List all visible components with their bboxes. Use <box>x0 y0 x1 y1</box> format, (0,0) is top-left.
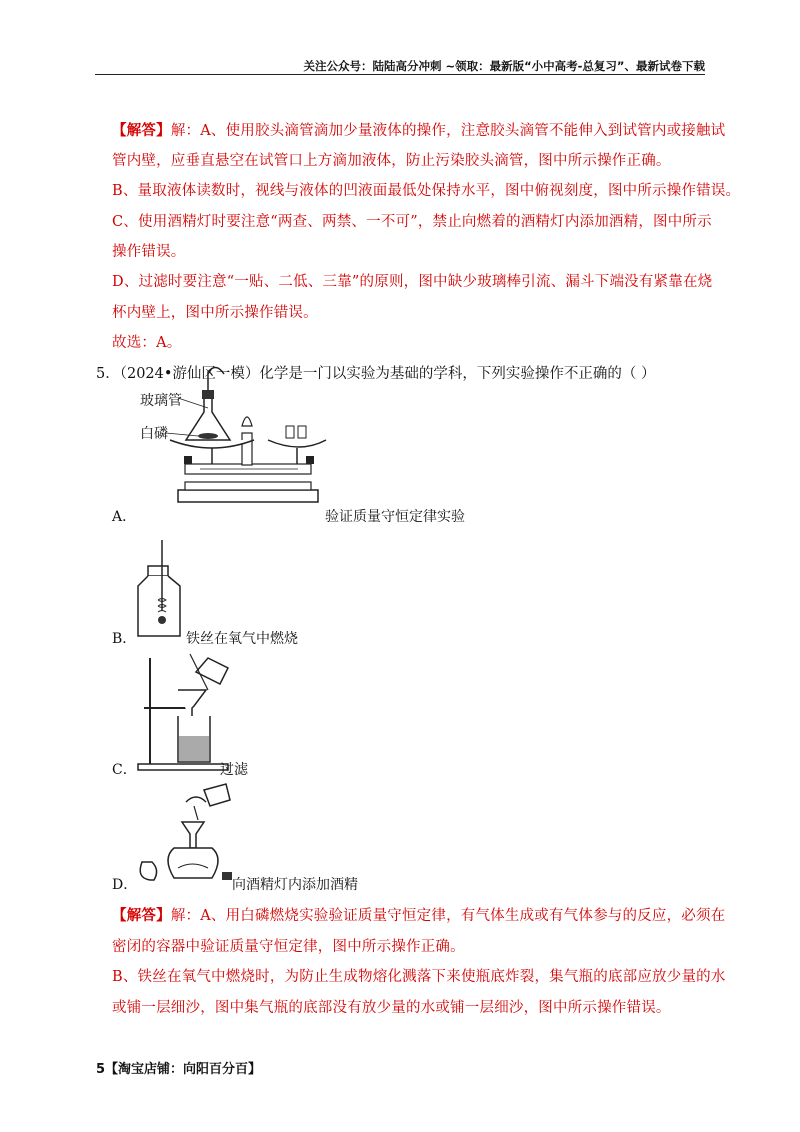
answer1-line-7: 杯内壁上，图中所示操作错误。 <box>112 305 318 321</box>
answer2-line-3: B、铁丝在氧气中燃烧时，为防止生成物熔化溅落下来使瓶底炸裂，集气瓶的底部应放少量的水 <box>112 969 726 985</box>
page-header: 关注公众号：陆陆高分冲刺 ~领取：最新版“小中高考-总复习”、最新试卷下载 <box>95 58 705 75</box>
option-c-caption: 过滤 <box>220 762 248 778</box>
label-glass-tube: 玻璃管 <box>140 393 182 409</box>
answer1-line-3: B、量取液体读数时，视线与液体的凹液面最低处保持水平，图中俯视刻度，图中所示操作错误。 <box>112 183 741 199</box>
option-a-letter: A． <box>112 509 137 525</box>
option-a-caption: 验证质量守恒定律实验 <box>325 509 465 525</box>
answer1-line-8: 故选：A。 <box>112 335 182 351</box>
answer1-line-5: 操作错误。 <box>112 244 186 260</box>
option-c-letter: C． <box>112 762 137 778</box>
alcohol-lamp-figure <box>134 782 234 882</box>
label-white-phosphorus: 白磷 <box>140 426 168 442</box>
answer1-line-4: C、使用酒精灯时要注意“两查、两禁、一不可”，禁止向燃着的酒精灯内添加酒精，图中所示 <box>112 214 712 230</box>
question-5: 5．（2024•游仙区一模）化学是一门以实验为基础的学科，下列实验操作不正确的（ ） <box>96 366 656 382</box>
answer1-tag: 【解答】 <box>112 122 171 139</box>
filtration-figure <box>134 654 234 774</box>
gas-bottle-figure <box>134 540 194 640</box>
answer1-line-2: 管内壁，应垂直悬空在试管口上方滴加液体，防止污染胶头滴管，图中所示操作正确。 <box>112 153 671 169</box>
answer2-line-2: 密闭的容器中验证质量守恒定律，图中所示操作正确。 <box>112 939 465 955</box>
answer1-line-1: 【解答】解：A、使用胶头滴管滴加少量液体的操作，注意胶头滴管不能伸入到试管内或接触试 <box>112 122 726 139</box>
option-d-caption: 向酒精灯内添加酒精 <box>232 877 358 893</box>
option-b-letter: B． <box>112 631 137 647</box>
option-b-caption: 铁丝在氧气中燃烧 <box>186 631 298 647</box>
answer2-tag: 【解答】 <box>112 907 171 924</box>
option-d-letter: D． <box>112 877 138 893</box>
answer1-line-6: D、过滤时要注意“一贴、二低、三靠”的原则，图中缺少玻璃棒引流、漏斗下端没有紧靠在烧 <box>112 274 713 290</box>
answer2-line-1: 【解答】解：A、用白磷燃烧实验验证质量守恒定律，有气体生成或有气体参与的反应，必须在 <box>112 907 726 924</box>
page-footer: 5【淘宝店铺：向阳百分百】 <box>96 1062 262 1077</box>
answer2-line-4: 或铺一层细沙，图中集气瓶的底部没有放少量的水或铺一层细沙，图中所示操作错误。 <box>112 1000 671 1016</box>
